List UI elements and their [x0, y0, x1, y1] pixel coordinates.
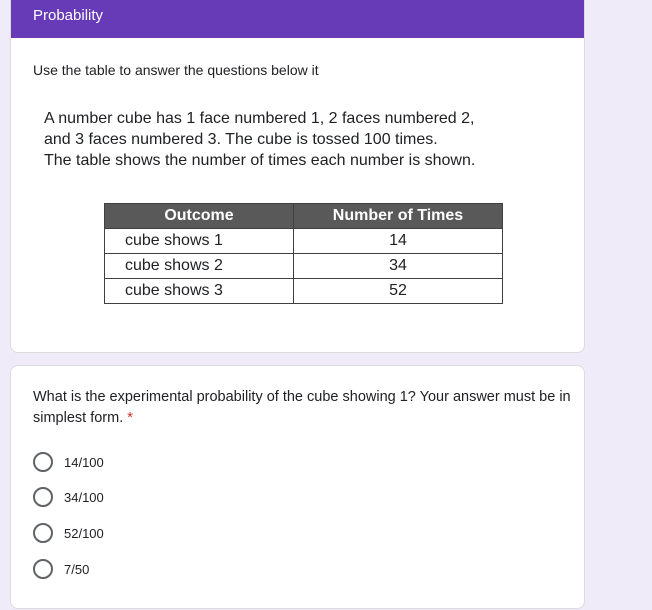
figure-line: and 3 faces numbered 3. The cube is tossed 100 times.: [44, 131, 438, 148]
figure-line: A number cube has 1 face numbered 1, 2 faces numbered 2,: [44, 110, 475, 127]
section-title: Probability: [11, 0, 584, 38]
section-description: Use the table to answer the questions below it: [33, 62, 319, 78]
table-row: [105, 279, 503, 304]
table-header-row: [105, 204, 503, 229]
option-label: 34/100: [64, 489, 104, 505]
option-label: 14/100: [64, 454, 104, 470]
table-cell-count: 34: [294, 254, 503, 279]
option-14-100[interactable]: [33, 452, 104, 472]
table-cell-outcome: cube shows 3: [105, 279, 294, 304]
required-asterisk: *: [127, 410, 133, 426]
option-label: 7/50: [64, 561, 90, 577]
question-card: [10, 365, 585, 609]
radio-button[interactable]: [33, 452, 53, 472]
table-header-outcome: Outcome: [105, 204, 294, 229]
radio-button[interactable]: [33, 523, 53, 543]
figure-line: The table shows the number of times each number is shown.: [44, 152, 476, 169]
table-header-count: Number of Times: [294, 204, 503, 229]
table-cell-count: 52: [294, 279, 503, 304]
outcome-table: [104, 203, 503, 304]
problem-figure: [44, 108, 514, 318]
table-cell-count: 14: [294, 229, 503, 254]
option-34-100[interactable]: [33, 487, 104, 507]
table-row: [105, 254, 503, 279]
table-row: [105, 229, 503, 254]
question-text: What is the experimental probability of the cube showing 1? Your answer must be in simplest form.: [33, 389, 571, 426]
question-title: [33, 387, 573, 429]
option-7-50[interactable]: [33, 559, 89, 579]
table-cell-outcome: cube shows 1: [105, 229, 294, 254]
option-52-100[interactable]: [33, 523, 104, 543]
section-card: [10, 0, 585, 353]
radio-button[interactable]: [33, 559, 53, 579]
option-label: 52/100: [64, 525, 104, 541]
radio-button[interactable]: [33, 487, 53, 507]
table-cell-outcome: cube shows 2: [105, 254, 294, 279]
